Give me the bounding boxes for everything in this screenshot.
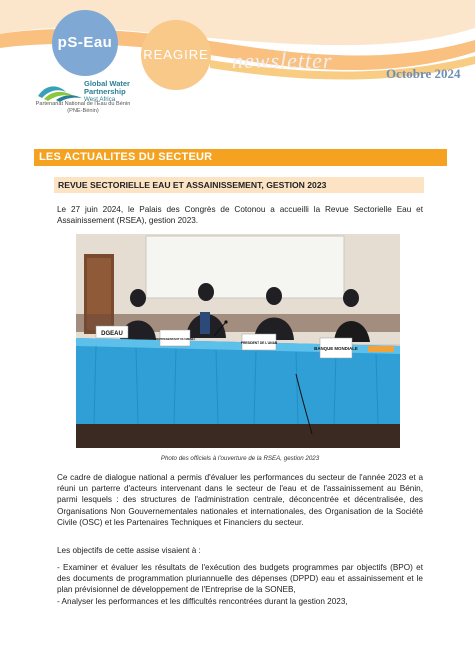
namecard-memh: REPRESENTANT DU MEMH <box>155 337 195 341</box>
namecard-dgeau: DGEAU <box>101 331 123 337</box>
objective-item: - Examiner et évaluer les résultats de l'exécution des budgets programmes par objectifs (BPO) et des documents de programmation pluriannuelle des dépenses (DPPD) eau et assainissement et le plan prévisionnel de développement de l'Entreprise de la SONEB, <box>57 563 423 595</box>
gwp-line1: Global Water <box>84 79 130 88</box>
reagire-logo: REAGIRE <box>141 20 211 90</box>
section-title: LES ACTUALITES DU SECTEUR <box>34 149 447 166</box>
article-body: Ce cadre de dialogue national a permis d'évaluer les performances du secteur de l'année 2023 et a réuni un parterre d'acteurs intervenant dans le secteur de l'eau et de l'assainissement au Bénin, parmi lesquels : des structures de l'administration centrale, déconcentrée et décentralisée, des Organisations Non Gouvernementales nationales et internationales, des Organisation de la Société Civile (OSC) et les Partenaires Techniques et Financiers du secteur. <box>57 473 423 527</box>
gwp-logo-text <box>84 80 130 103</box>
namecard-anab: PRESIDENT DE L'ANAB <box>240 341 278 345</box>
pseau-logo: pS-Eau <box>52 10 118 76</box>
article-title: REVUE SECTORIELLE EAU ET ASSAINISSEMENT, GESTION 2023 <box>54 177 424 193</box>
newsletter-wordmark: newsletter <box>232 48 333 73</box>
gwp-line3: West Africa <box>84 96 116 103</box>
pne-line1: Partenariat National de l'Eau du Bénin <box>35 101 131 107</box>
objectives-intro: Les objectifs de cette assise visaient à : <box>57 546 201 555</box>
edition-date: Octobre 2024 <box>386 66 461 81</box>
namecard-banque: BANQUE MONDIALE <box>314 346 358 351</box>
pne-line2: (PNE-Bénin) <box>67 107 99 114</box>
objective-item: - Analyser les performances et les difficultés rencontrées durant la gestion 2023, <box>57 596 348 606</box>
gwp-logo-icon <box>36 80 84 102</box>
objectives-list <box>57 562 423 607</box>
pne-benin-label <box>33 101 133 114</box>
officials-photo <box>76 234 400 448</box>
photo-caption: Photo des officiels à l'ouverture de la RSEA, gestion 2023 <box>160 455 320 462</box>
gwp-line2: Partnership <box>84 87 126 96</box>
article-intro: Le 27 juin 2024, le Palais des Congrès de Cotonou a accueilli la Revue Sectorielle Eau et Assainissement (RSEA), gestion 2023. <box>57 205 423 226</box>
